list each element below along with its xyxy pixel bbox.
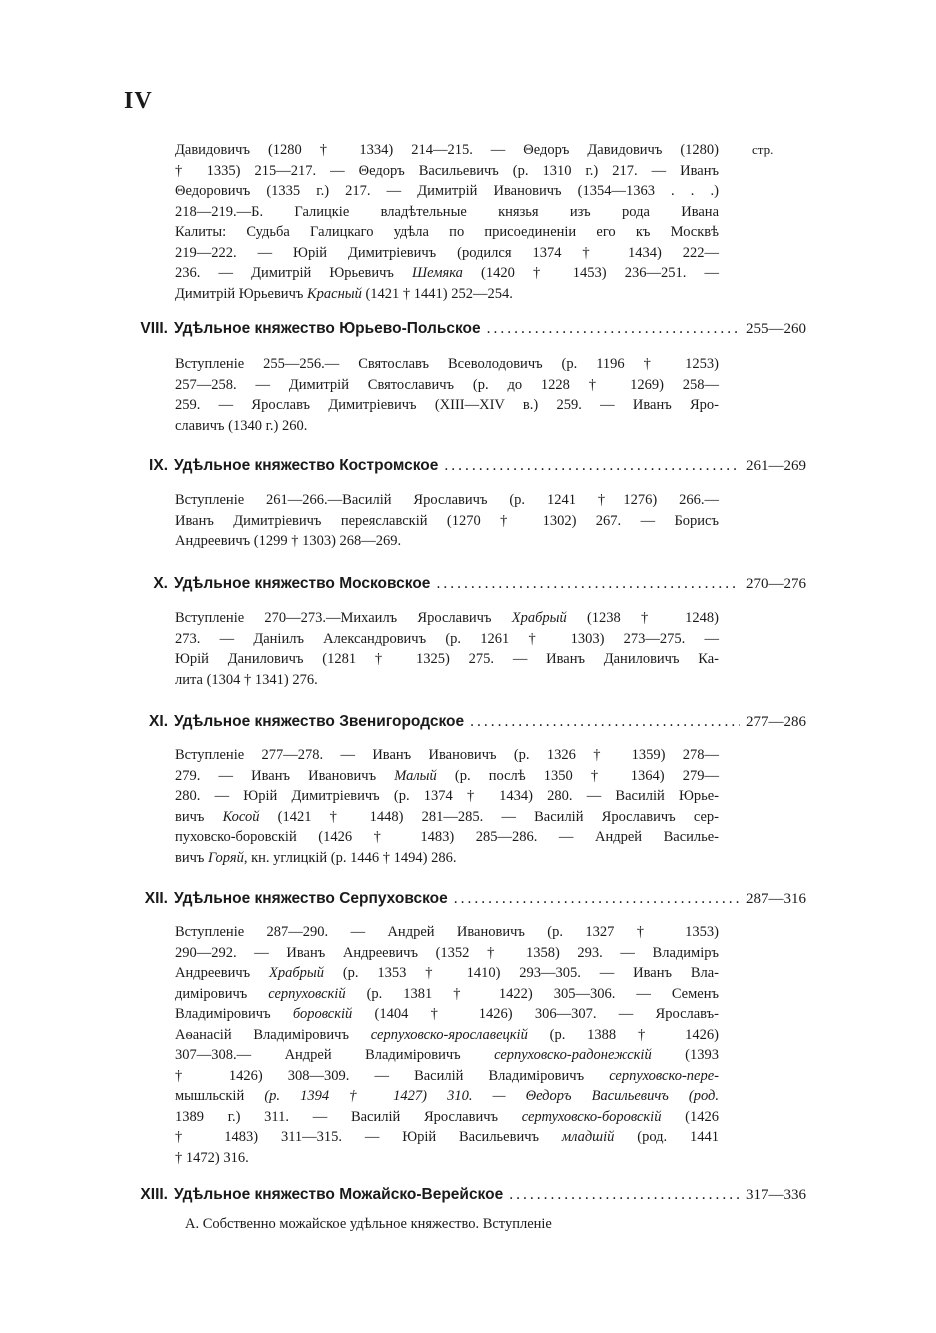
section-title: Удѣльное княжество Московское — [174, 575, 431, 592]
italic-name: сертуховско-боровскій — [521, 1108, 662, 1125]
text-line: † 1426) 308—309. — Василій Владиміровичъ серпуховско-пере- — [175, 1067, 719, 1084]
text-line: † 1335) 215—217. — Θедоръ Васильевичъ (р. 1310 г.) 217. — Иванъ — [175, 162, 719, 179]
section-heading-x — [118, 575, 806, 593]
text-line: 259. — Ярославъ Димитріевичъ (XIII—XIV в.) 259. — Иванъ Яро- — [175, 397, 719, 413]
text-line: славичъ (1340 г.) 260. — [175, 417, 308, 434]
text-line: Димитрій Юрьевичъ Красный (1421 † 1441) 252—254. — [175, 285, 513, 302]
section-heading-xi — [118, 713, 806, 731]
pages-column-label: стр. — [752, 142, 774, 157]
section-body-viii — [175, 354, 719, 436]
text-line: Вступленіе 255—256.— Святославъ Всеволодовичъ (р. 1196 † 1253) — [175, 356, 719, 372]
text-line: 273. — Даніилъ Александровичъ (р. 1261 † 1303) 273—275. — — [175, 630, 719, 647]
text-line: 218—219.—Б. Галицкіе владѣтельные князья изъ рода Ивана — [175, 203, 719, 220]
text-line: † 1483) 311—315. — Юрій Васильевичъ младшій (род. 1441 — [175, 1129, 719, 1145]
section-body-xi — [175, 745, 719, 868]
italic-name: младшій — [561, 1129, 615, 1145]
text-line: Владиміровичъ боровскій (1404 † 1426) 306—307. — Ярославъ- — [175, 1006, 719, 1022]
italic-name: Малый — [394, 767, 437, 784]
text-line: вичъ Горяй, кн. углицкій (р. 1446 † 1494) 286. — [175, 849, 457, 866]
text-line: Вступленіе 261—266.—Василій Ярославичъ (р. 1241 †1276) 266.— — [175, 492, 719, 508]
text-line: Андреевичъ Храбрый (р. 1353 † 1410) 293—305. — Иванъ Вла- — [175, 965, 719, 981]
text-line: А. Собственно можайское удѣльное княжество. Вступленіе — [185, 1216, 552, 1232]
section-pages: 261—269 — [746, 458, 806, 474]
section-number: XII. — [144, 890, 168, 907]
leader-dots — [487, 320, 740, 338]
text-line: лита (1304 † 1341) 276. — [175, 671, 318, 688]
leader-dots — [444, 457, 740, 475]
text-line: 307—308.— Андрей Владиміровичъ серпуховско-радонежскій (1393 — [175, 1047, 719, 1063]
text-line: Давидовичъ (1280 † 1334) 214—215. — Θедоръ Давидовичъ (1280) — [175, 142, 719, 158]
section-number: XI. — [149, 713, 168, 730]
italic-name: Храбрый — [269, 965, 324, 981]
text-line: Калиты: Судьба Галицкаго удѣла по присоединеніи его къ Москвѣ — [175, 224, 719, 240]
section-heading-viii — [118, 320, 806, 338]
italic-name: боровскій — [292, 1006, 353, 1022]
section-number: XIII. — [140, 1186, 168, 1203]
section-heading-xiii — [118, 1186, 806, 1204]
section-body-x — [175, 608, 719, 690]
section-title: Удѣльное княжество Серпуховское — [174, 890, 448, 907]
section-body-xii — [175, 922, 719, 1168]
italic-name: (р. 1394 † 1427) 310. — Θедоръ Васильевичъ (род. — [244, 1088, 719, 1104]
section-body-ix — [175, 490, 719, 552]
italic-name: серпуховско-ярославецкій — [370, 1026, 528, 1043]
text-line: Вступленіе 277—278. — Иванъ Ивановичъ (р. 1326 † 1359) 278— — [175, 747, 719, 763]
section-title: Удѣльное княжество Костромское — [174, 457, 439, 474]
text-line: 1389 г.) 311. — Василій Ярославичъ сертуховско-боровскій (1426 — [175, 1108, 719, 1125]
text-line: вичъ Косой (1421 † 1448) 281—285. — Василій Ярославичъ сер- — [175, 808, 719, 825]
leader-dots — [509, 1186, 740, 1204]
leader-dots — [436, 575, 740, 593]
text-line: 279. — Иванъ Ивановичъ Малый (р. послѣ 1350 † 1364) 279— — [175, 767, 719, 784]
page-number: IV — [124, 88, 153, 114]
section-pages: 255—260 — [746, 321, 806, 337]
italic-name: серпуховскій — [268, 985, 346, 1002]
italic-name: Храбрый — [511, 610, 567, 626]
section-number: VIII. — [140, 320, 168, 337]
section-heading-ix — [118, 457, 806, 475]
section-title: Удѣльное княжество Можайско-Верейское — [174, 1186, 504, 1203]
text-line: Вступленіе 270—273.—Михаилъ Ярославичъ Храбрый (1238 † 1248) — [175, 610, 719, 626]
text-line: Иванъ Димитріевичъ переяславскій (1270 † 1302) 267. — Борисъ — [175, 512, 719, 529]
text-line: † 1472) 316. — [175, 1149, 249, 1166]
text-line: Аѳанасій Владиміровичъ серпуховско-ярославецкій (р. 1388 † 1426) — [175, 1026, 719, 1043]
text-line: Вступленіе 287—290. — Андрей Ивановичъ (р. 1327 † 1353) — [175, 924, 719, 940]
text-line: диміровичъ серпуховскій (р. 1381 † 1422) 305—306. — Семенъ — [175, 985, 719, 1002]
section-number: IX. — [149, 457, 168, 474]
section-title: Удѣльное княжество Юрьево-Польское — [174, 320, 481, 337]
text-line: 280. — Юрій Димитріевичъ (р. 1374 † 1434) 280. — Василій Юрье- — [175, 788, 719, 804]
text-line: Юрій Даниловичъ (1281 † 1325) 275. — Иванъ Даниловичъ Ка- — [175, 651, 719, 667]
section-pages: 287—316 — [746, 891, 806, 907]
italic-name: серпуховско-пере- — [609, 1067, 719, 1084]
text-line: мышльскій (р. 1394 † 1427) 310. — Θедоръ Васильевичъ (род. — [175, 1088, 719, 1104]
text-line: 290—292. — Иванъ Андреевичъ (1352 † 1358) 293. — Владиміръ — [175, 944, 719, 961]
text-line: 257—258. — Димитрій Святославичъ (р. до 1228 † 1269) 258— — [175, 376, 719, 393]
text-line: Андреевичъ (1299 † 1303) 268—269. — [175, 533, 402, 549]
leader-dots — [470, 713, 740, 731]
italic-name: Шемяка — [412, 265, 463, 281]
section-number: X. — [153, 575, 168, 592]
section-pages: 277—286 — [746, 714, 806, 730]
section-pages: 317—336 — [746, 1187, 806, 1203]
section-title: Удѣльное княжество Звенигородское — [174, 713, 465, 730]
section-pages: 270—276 — [746, 576, 806, 592]
text-line: Θедоровичъ (1335 г.) 217. — Димитрій Ивановичъ (1354—1363 . . .) — [175, 183, 719, 199]
intro-paragraph — [175, 140, 719, 304]
leader-dots — [454, 890, 740, 908]
italic-name: серпуховско-радонежскій — [494, 1047, 652, 1063]
text-line: 236. — Димитрій Юрьевичъ Шемяка (1420 † 1453) 236—251. — — [175, 265, 719, 281]
italic-name: Косой — [222, 808, 260, 825]
text-line: 219—222. — Юрій Димитріевичъ (родился 1374 † 1434) 222— — [175, 244, 719, 261]
italic-name: Красный — [307, 285, 362, 302]
text-line: пуховско-боровскій (1426 † 1483) 285—286. — Андрей Василье- — [175, 829, 719, 845]
section-heading-xii — [118, 890, 806, 908]
section-body-xiii — [185, 1214, 719, 1235]
italic-name: Горяй — [208, 849, 244, 866]
